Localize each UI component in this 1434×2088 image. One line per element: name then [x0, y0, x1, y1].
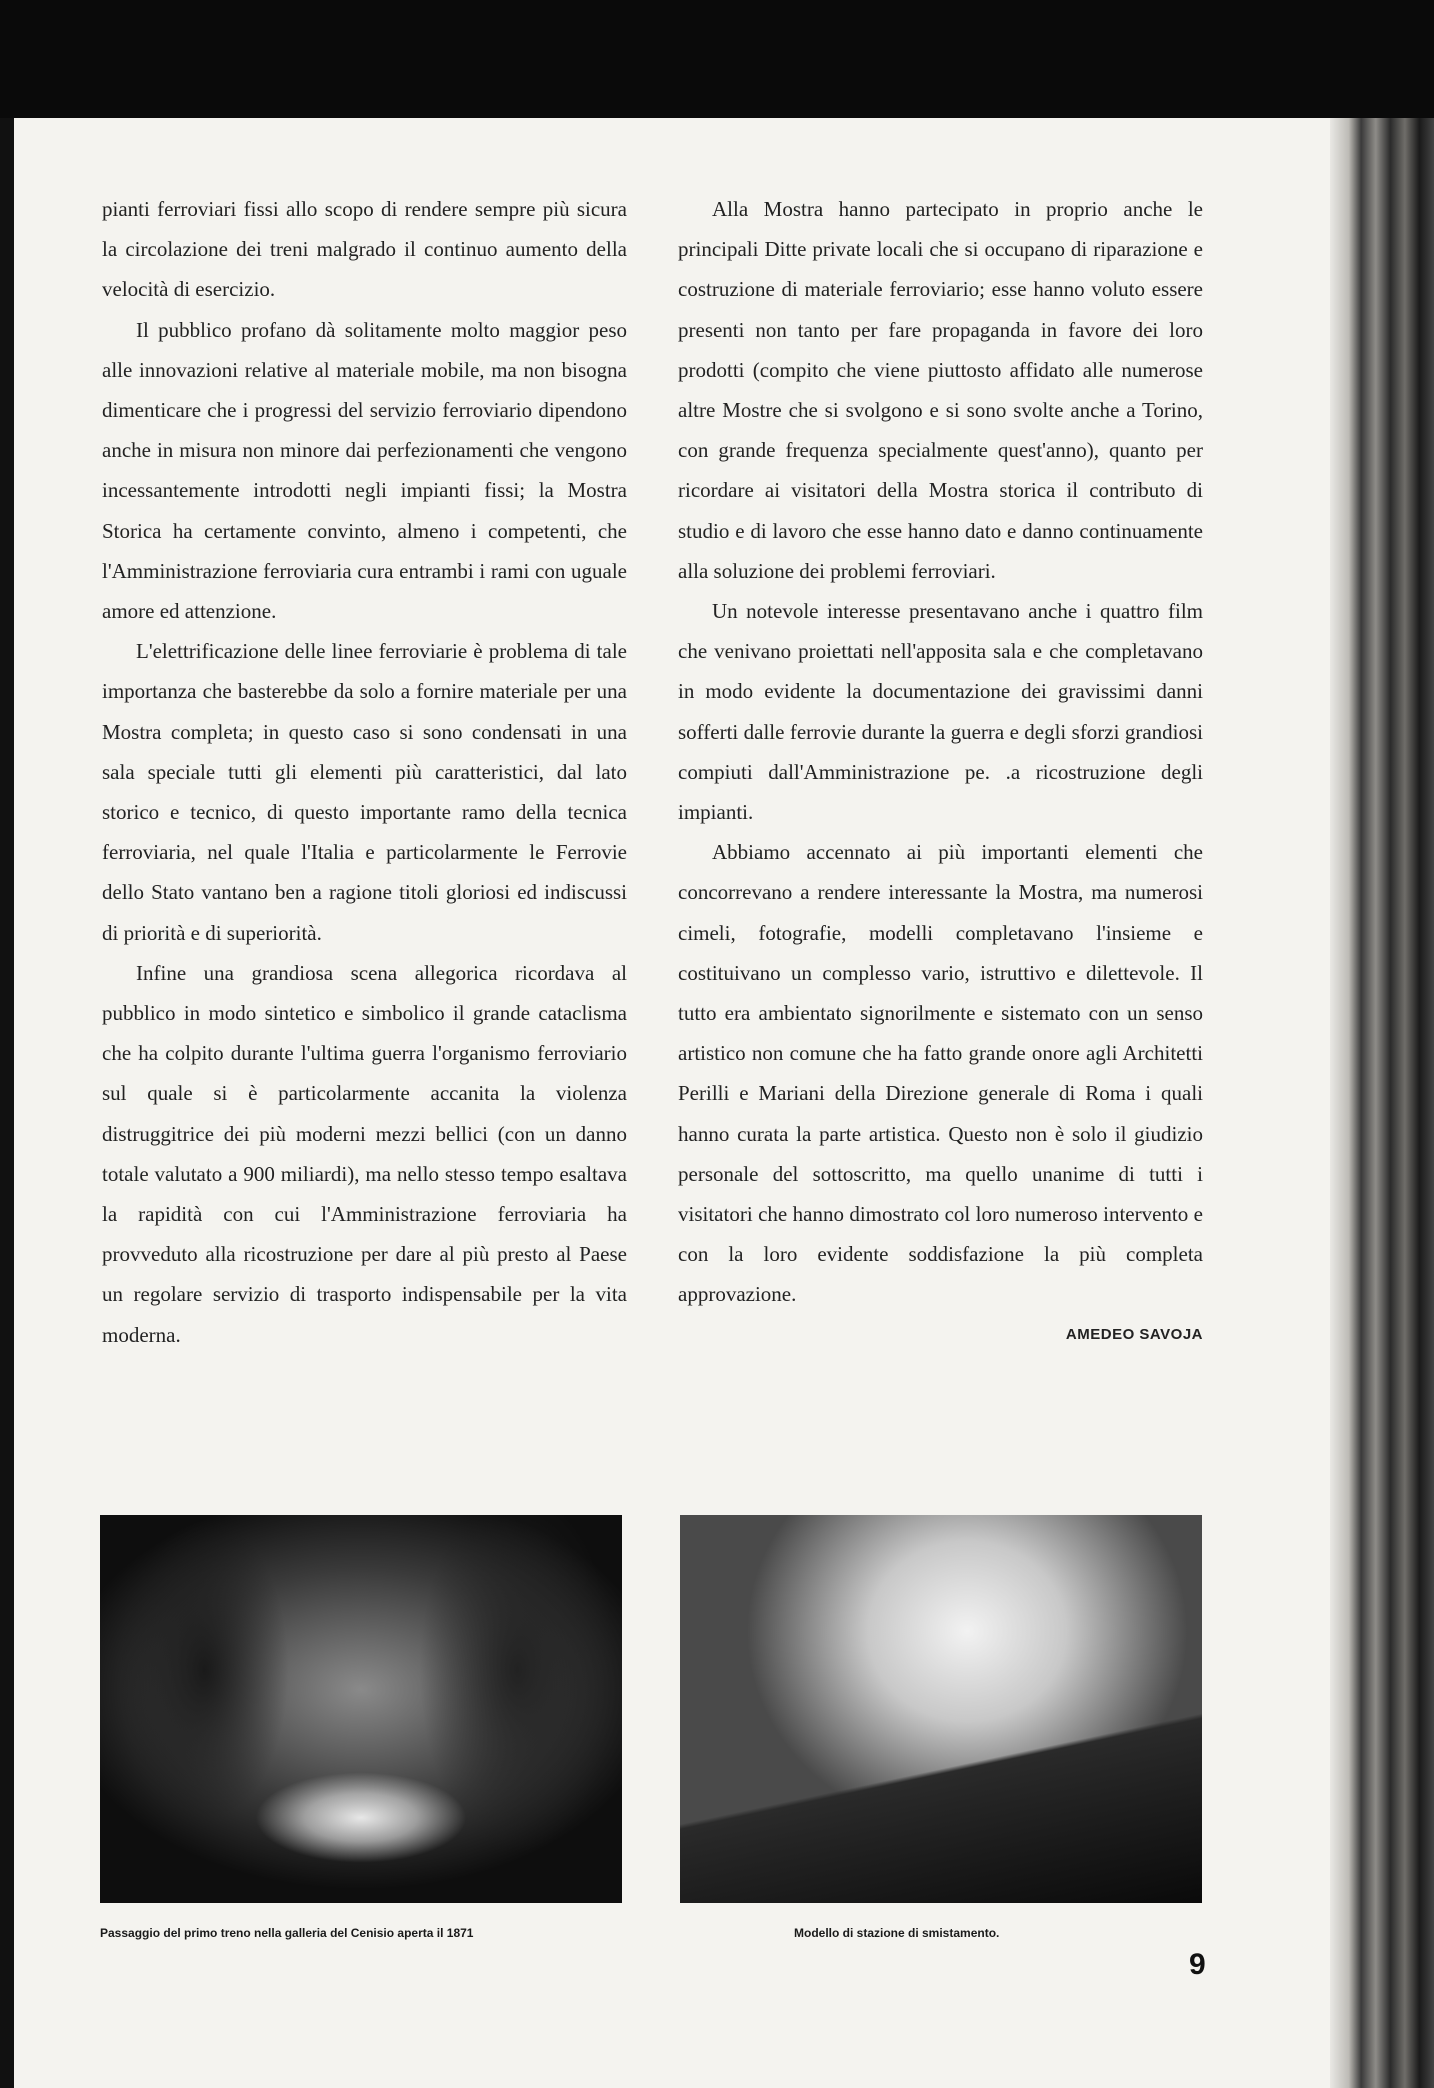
- scan-top-border: [0, 0, 1434, 128]
- paragraph: Il pubblico profano dà solitamente molto maggior peso alle innovazioni relative al materiale mobile, ma non bisogna dimenticare che i progressi del servizio ferroviario dipendono anche in misura non minore dai perfezionamenti che vengono incessantemente introdotti negli impianti fissi; la Mostra Storica ha certamente convinto, almeno i competenti, che l'Amministrazione ferroviaria cura entrambi i rami con uguale amore ed attenzione.: [102, 317, 627, 624]
- book-spine: [1330, 118, 1434, 2088]
- author-signature: AMEDEO SAVOJA: [1065, 1325, 1203, 1343]
- photo-caption-right: Modello di stazione di smistamento.: [794, 1926, 1000, 1940]
- photo-tunnel-train: [100, 1515, 622, 1903]
- page-number: 9: [1189, 1948, 1206, 1981]
- right-text-column: [678, 189, 1203, 1355]
- paragraph: pianti ferroviari fissi allo scopo di rendere sempre più sicura la circolazione dei treni malgrado il continuo aumento della velocità di esercizio.: [102, 197, 627, 302]
- paragraph: Un notevole interesse presentavano anche i quattro film che venivano proiettati nell'apposita sala e che completavano in modo evidente la documentazione dei gravissimi danni sofferti dalle ferrovie durante la guerra e degli sforzi grandiosi compiuti dall'Amministrazione pe. .a ricostruzione degli impianti.: [678, 599, 1203, 825]
- paragraph: Abbiamo accennato ai più importanti elementi che concorrevano a rendere interessante la Mostra, ma numerosi cimeli, fotografie, modelli completavano l'insieme e costituivano un complesso vario, istruttivo e dilettevole. Il tutto era ambientato signorilmente e sistemato con un senso artistico non comune che ha fatto grande onore agli Architetti Perilli e Mariani della Direzione generale di Roma i quali hanno curata la parte artistica. Questo non è solo il giudizio personale del sottoscritto, ma quello unanime di tutti i visitatori che hanno dimostrato col loro numeroso intervento e con la loro evidente soddisfazione la più completa approvazione.: [678, 840, 1203, 1307]
- left-text-column: [102, 189, 627, 1355]
- paragraph: L'elettrificazione delle linee ferroviarie è problema di tale importanza che basterebbe da solo a fornire materiale per una Mostra completa; in questo caso si sono condensati in una sala speciale tutti gli elementi più caratteristici, dal lato storico e tecnico, di questo importante ramo della tecnica ferroviaria, nel quale l'Italia e particolarmente le Ferrovie dello Stato vantano ben a ragione titoli gloriosi ed indiscussi di priorità e di superiorità.: [102, 639, 627, 945]
- paragraph: Infine una grandiosa scena allegorica ricordava al pubblico in modo sintetico e simbolico il grande cataclisma che ha colpito durante l'ultima guerra l'organismo ferroviario sul quale si è particolarmente accanita la violenza distruggitrice dei più moderni mezzi bellici (con un danno totale valutato a 900 miliardi), ma nello stesso tempo esaltava la rapidità con cui l'Amministrazione ferroviaria ha provveduto alla ricostruzione per dare al più presto al Paese un regolare servizio di trasporto indispensabile per la vita moderna.: [102, 960, 627, 1347]
- photo-station-model: [680, 1515, 1202, 1903]
- photo-caption-left: Passaggio del primo treno nella galleria del Cenisio aperta il 1871: [100, 1926, 474, 1940]
- paragraph: Alla Mostra hanno partecipato in proprio anche le principali Ditte private locali che si occupano di riparazione e costruzione di materiale ferroviario; esse hanno voluto essere presenti non tanto per fare propaganda in favore dei loro prodotti (compito che viene piuttosto affidato alle numerose altre Mostre che si svolgono e si sono svolte anche a Torino, con grande frequenza specialmente quest'anno), quanto per ricordare ai visitatori della Mostra storica il contributo di studio e di lavoro che esse hanno dato e danno continuamente alla soluzione dei problemi ferroviari.: [678, 197, 1203, 583]
